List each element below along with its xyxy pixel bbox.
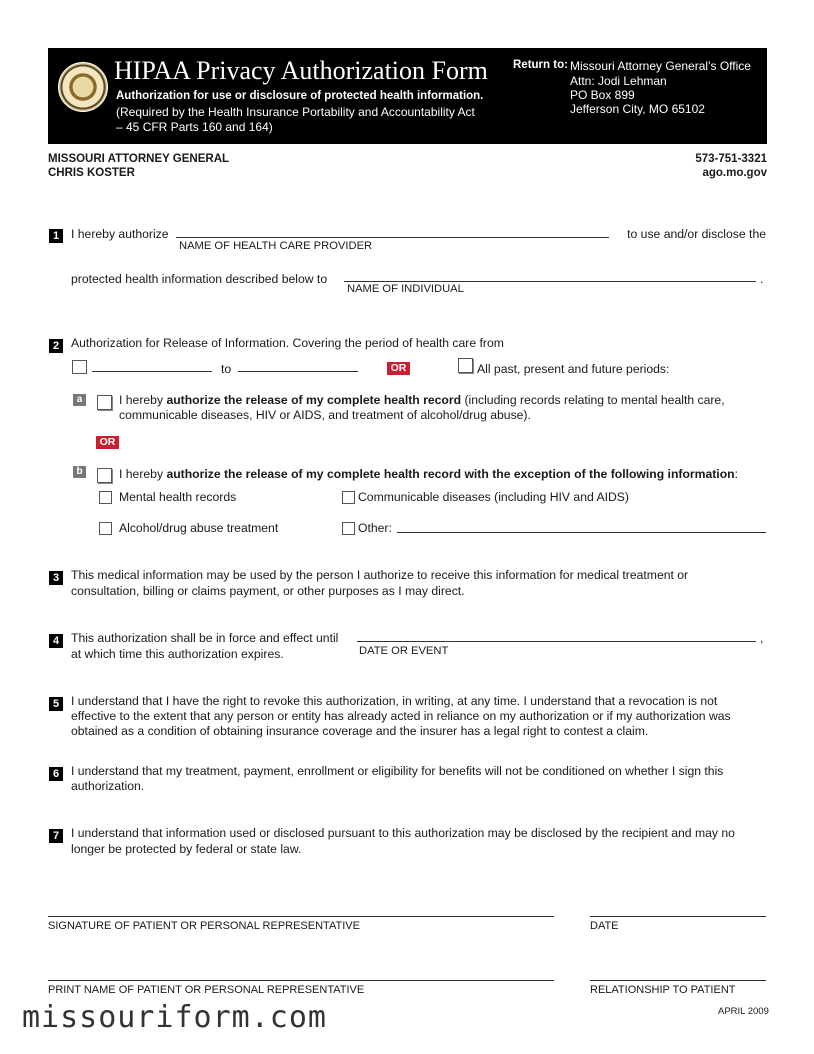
alcohol-drug-checkbox[interactable] [99, 522, 112, 535]
expiration-field[interactable] [357, 641, 756, 642]
expiration-caption: DATE OR EVENT [359, 645, 449, 657]
print-name-field[interactable] [48, 980, 554, 981]
signature-field[interactable] [48, 916, 554, 917]
revision-date: APRIL 2009 [718, 1006, 769, 1017]
form-subtitle: Authorization for use or disclosure of protected health information. [116, 90, 484, 102]
mental-health-label: Mental health records [119, 490, 237, 504]
date-caption: DATE [590, 920, 619, 932]
form-note-line-2: – 45 CFR Parts 160 and 164) [116, 120, 273, 134]
section1-text: I hereby authorize [71, 227, 169, 241]
period-from-field[interactable] [92, 371, 212, 372]
form-header [48, 48, 767, 144]
section6-text: authorization. [71, 779, 145, 793]
section3-text: This medical information may be used by the person I authorize to receive this information for medical treatment or [71, 568, 689, 582]
period-range-checkbox[interactable] [72, 360, 87, 374]
return-address-line: Attn: Jodi Lehman [570, 74, 667, 88]
section2-intro: Authorization for Release of Information. Covering the period of health care from [71, 336, 504, 350]
section6-text: I understand that my treatment, payment, enrollment or eligibility for benefits will not be conditioned on whether I sign this [71, 764, 724, 778]
or-badge: OR [387, 362, 410, 375]
option-a-text-line2: communicable diseases, HIV or AIDS, and treatment of alcohol/drug abuse). [119, 408, 531, 422]
option-b-text: I hereby authorize the release of my complete health record with the exception of the following information: [119, 467, 738, 481]
agency-person: CHRIS KOSTER [48, 167, 135, 179]
option-letter: b [73, 466, 86, 478]
communicable-diseases-checkbox[interactable] [342, 491, 355, 504]
health-care-provider-field[interactable] [176, 237, 609, 238]
record-with-exceptions-checkbox[interactable] [97, 468, 112, 483]
section5-text: I understand that I have the right to revoke this authorization, in writing, at any time. I understand that a revocation is not [71, 694, 718, 708]
provider-caption: NAME OF HEALTH CARE PROVIDER [179, 240, 373, 252]
all-periods-label: All past, present and future periods: [477, 362, 670, 376]
return-address-line: Jefferson City, MO 65102 [570, 102, 705, 116]
section1-period: . [760, 272, 764, 286]
section-number: 3 [49, 571, 63, 585]
agency-name: MISSOURI ATTORNEY GENERAL [48, 153, 230, 165]
individual-caption: NAME OF INDIVIDUAL [347, 283, 464, 295]
section3-text: consultation, billing or claims payment, or other purposes as I may direct. [71, 584, 465, 598]
form-title: HIPAA Privacy Authorization Form [114, 56, 488, 85]
other-label: Other: [358, 521, 392, 535]
section-number: 6 [49, 767, 63, 781]
missouri-seal-icon [58, 62, 108, 112]
communicable-diseases-label: Communicable diseases (including HIV and AIDS) [358, 490, 629, 504]
section-number: 1 [49, 229, 63, 243]
or-badge: OR [96, 436, 119, 449]
other-checkbox[interactable] [342, 522, 355, 535]
period-to-label: to [221, 362, 232, 376]
section4-comma: , [760, 631, 764, 645]
option-a-text: I hereby authorize the release of my complete health record (including records relating to mental health care, [119, 393, 725, 407]
section1-text: protected health information described below to [71, 272, 328, 286]
section7-text: longer be protected by federal or state law. [71, 842, 302, 856]
relationship-caption: RELATIONSHIP TO PATIENT [590, 984, 736, 996]
section-number: 5 [49, 697, 63, 711]
date-field[interactable] [590, 916, 766, 917]
section-number: 7 [49, 829, 63, 843]
agency-website: ago.mo.gov [702, 167, 767, 179]
return-to-label: Return to: [513, 59, 568, 71]
option-letter: a [73, 394, 86, 406]
section4-text: This authorization shall be in force and effect until [71, 631, 339, 645]
other-field[interactable] [397, 532, 766, 533]
return-address-line: PO Box 899 [570, 88, 635, 102]
complete-record-checkbox[interactable] [97, 395, 112, 410]
relationship-field[interactable] [590, 980, 766, 981]
section5-text: obtained as a condition of obtaining insurance coverage and the insurer has a legal right to contest a claim. [71, 724, 649, 738]
print-name-caption: PRINT NAME OF PATIENT OR PERSONAL REPRESENTATIVE [48, 984, 365, 996]
form-note-line-1: (Required by the Health Insurance Portability and Accountability Act [116, 105, 475, 119]
period-to-field[interactable] [238, 371, 358, 372]
signature-caption: SIGNATURE OF PATIENT OR PERSONAL REPRESENTATIVE [48, 920, 360, 932]
agency-phone: 573-751-3321 [695, 153, 767, 165]
return-address-line: Missouri Attorney General’s Office [570, 59, 751, 73]
mental-health-checkbox[interactable] [99, 491, 112, 504]
alcohol-drug-label: Alcohol/drug abuse treatment [119, 521, 279, 535]
site-watermark: missouriform.com [22, 1000, 327, 1035]
section-number: 4 [49, 634, 63, 648]
section7-text: I understand that information used or disclosed pursuant to this authorization may be disclosed by the recipient and may no [71, 826, 735, 840]
individual-name-field[interactable] [344, 281, 756, 282]
section-number: 2 [49, 339, 63, 353]
section5-text: effective to the extent that any person or entity has already acted in reliance on my authorization or if my authorization was [71, 709, 731, 723]
all-periods-checkbox[interactable] [458, 358, 473, 373]
section1-text: to use and/or disclose the [627, 227, 766, 241]
section4-text: at which time this authorization expires. [71, 647, 284, 661]
